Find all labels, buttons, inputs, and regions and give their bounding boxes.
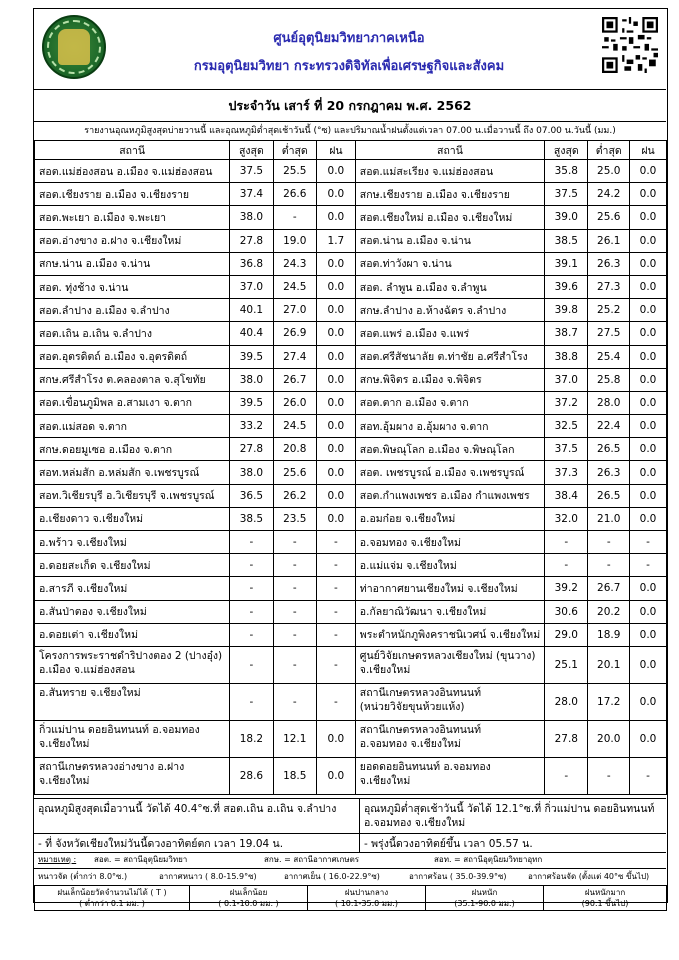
min-temp: 18.9 xyxy=(588,623,630,646)
qr-code-icon[interactable] xyxy=(602,17,658,73)
min-temp: 23.5 xyxy=(273,507,316,530)
table-row xyxy=(35,757,667,794)
table-row xyxy=(35,554,667,577)
rainfall: 0.0 xyxy=(316,275,355,298)
max-temp: 38.5 xyxy=(545,229,588,252)
table-header-row xyxy=(35,141,667,160)
table-row xyxy=(35,322,667,345)
station-name: โครงการพระราชดำริปางตอง 2 (ปางอุ๋ง) อ.เมือง จ.แม่ฮ่องสอน xyxy=(35,646,230,683)
temp-class: อากาศหนาว ( 8.0-15.9°ซ) xyxy=(159,872,257,881)
station-name: สถานีเกษตรหลวงอินทนนท์ (หน่วยวิจัยขุนห้วยแห้ง) xyxy=(355,683,544,720)
table-row xyxy=(35,345,667,368)
min-temp: 25.2 xyxy=(588,299,630,322)
station-name: สอต. ทุ่งช้าง จ.น่าน xyxy=(35,275,230,298)
rainfall: 0.0 xyxy=(629,299,666,322)
table-row xyxy=(35,531,667,554)
station-name: สอต.อ่างขาง อ.ฝาง จ.เชียงใหม่ xyxy=(35,229,230,252)
min-temp: 19.0 xyxy=(273,229,316,252)
legend-sot: สอต. = สถานีอุตุนิยมวิทยา xyxy=(94,855,188,864)
min-temp: - xyxy=(273,683,316,720)
station-name: สอต.ตาก อ.เมือง จ.ตาก xyxy=(355,391,544,414)
max-temp: - xyxy=(230,600,273,623)
col-header-station: สถานี xyxy=(35,141,230,160)
report-description: รายงานอุณหภูมิสูงสุดบ่ายวานนี้ และอุณหภูมิต่ำสุดเช้าวันนี้ (°ซ) และปริมาณน้ำฝนตั้งแต่เวลา 07.00 น.เมื่อวานนี้ ถึง 07.00 น.วันนี้ (มม.) xyxy=(34,122,666,141)
max-temp: 27.8 xyxy=(545,720,588,757)
table-row xyxy=(35,368,667,391)
station-name: สอท.อุ้มผาง อ.อุ้มผาง จ.ตาก xyxy=(355,415,544,438)
table-row xyxy=(35,252,667,275)
max-temp: - xyxy=(230,531,273,554)
station-name: สอต.เชียงราย อ.เมือง จ.เชียงราย xyxy=(35,183,230,206)
station-name: อ.แม่แจ่ม จ.เชียงใหม่ xyxy=(355,554,544,577)
table-row xyxy=(35,160,667,183)
station-name: อ.พร้าว จ.เชียงใหม่ xyxy=(35,531,230,554)
min-temp: 25.8 xyxy=(588,368,630,391)
col-header-station: สถานี xyxy=(355,141,544,160)
rainfall: - xyxy=(316,683,355,720)
station-name: สกษ.น่าน อ.เมือง จ.น่าน xyxy=(35,252,230,275)
rainfall: 0.0 xyxy=(629,577,666,600)
org-title-line2: กรมอุตุนิยมวิทยา กระทรวงดิจิทัลเพื่อเศรษฐกิจและสังคม xyxy=(193,59,505,74)
station-name: อ.กัลยาณิวัฒนา จ.เชียงใหม่ xyxy=(355,600,544,623)
table-row xyxy=(35,299,667,322)
rainfall: - xyxy=(629,757,666,794)
rainfall: 0.0 xyxy=(316,438,355,461)
rainfall: 0.0 xyxy=(629,345,666,368)
max-temp: 36.5 xyxy=(230,484,273,507)
rainfall: 0.0 xyxy=(629,507,666,530)
rainfall: - xyxy=(316,646,355,683)
station-name: สอต.เขื่อนภูมิพล อ.สามเงา จ.ตาก xyxy=(35,391,230,414)
station-name: สอต.ศรีสัชนาลัย ต.ท่าชัย อ.ศรีสำโรง xyxy=(355,345,544,368)
station-name: สอต.แม่สะเรียง จ.แม่ฮ่องสอน xyxy=(355,160,544,183)
rainfall: 0.0 xyxy=(629,275,666,298)
rain-class: ฝนปานกลาง ( 10.1-35.0 มม.) xyxy=(308,886,426,911)
col-header-rain: ฝน xyxy=(629,141,666,160)
max-temp: 38.4 xyxy=(545,484,588,507)
max-temp: - xyxy=(230,554,273,577)
legend-sks: สกษ. = สถานีอากาศเกษตร xyxy=(264,855,360,864)
col-header-max: สูงสุด xyxy=(230,141,273,160)
min-temp: 12.1 xyxy=(273,720,316,757)
station-name: สถานีเกษตรหลวงอ่างขาง อ.ฝาง จ.เชียงใหม่ xyxy=(35,757,230,794)
min-temp: - xyxy=(588,554,630,577)
min-temp: 25.0 xyxy=(588,160,630,183)
min-temp: 18.5 xyxy=(273,757,316,794)
station-name: สอต.ท่าวังผา จ.น่าน xyxy=(355,252,544,275)
max-temp: 25.1 xyxy=(545,646,588,683)
max-temp: 38.5 xyxy=(230,507,273,530)
rainfall: 0.0 xyxy=(629,368,666,391)
max-temp: 32.0 xyxy=(545,507,588,530)
legend-sot-hydro: สอท. = สถานีอุตุนิยมวิทยาอุทก xyxy=(434,855,543,864)
min-temp: - xyxy=(273,600,316,623)
min-temp: - xyxy=(588,531,630,554)
min-temp: - xyxy=(588,757,630,794)
max-temp: 37.0 xyxy=(545,368,588,391)
min-temp: 27.0 xyxy=(273,299,316,322)
rainfall: 0.0 xyxy=(316,368,355,391)
max-temp: 39.0 xyxy=(545,206,588,229)
min-temp-line2: อ.จอมทอง จ.เชียงใหม่ xyxy=(364,817,466,829)
station-name: อ.เชียงดาว จ.เชียงใหม่ xyxy=(35,507,230,530)
max-temp: 39.2 xyxy=(545,577,588,600)
max-temp: 40.4 xyxy=(230,322,273,345)
rainfall: 0.0 xyxy=(629,646,666,683)
station-name: สอต.น่าน อ.เมือง จ.น่าน xyxy=(355,229,544,252)
station-name: ยอดดอยอินทนนท์ อ.จอมทอง จ.เชียงใหม่ xyxy=(355,757,544,794)
rainfall: 0.0 xyxy=(316,322,355,345)
sunrise-text: - พรุ่งนี้ดวงอาทิตย์ขึ้น เวลา 05.57 น. xyxy=(364,838,533,850)
tmd-logo xyxy=(42,15,106,79)
min-temp: 27.4 xyxy=(273,345,316,368)
station-name: พระตำหนักภูพิงคราชนิเวศน์ จ.เชียงใหม่ xyxy=(355,623,544,646)
min-temp: 20.2 xyxy=(588,600,630,623)
min-temp: 26.5 xyxy=(588,484,630,507)
rainfall: 0.0 xyxy=(629,683,666,720)
station-name: อ.จอมทอง จ.เชียงใหม่ xyxy=(355,531,544,554)
rain-classes xyxy=(34,885,667,911)
max-temp: - xyxy=(545,554,588,577)
rainfall: 0.0 xyxy=(316,415,355,438)
min-temp: 17.2 xyxy=(588,683,630,720)
station-name: สถานีเกษตรหลวงอินทนนท์ อ.จอมทอง จ.เชียงใหม่ xyxy=(355,720,544,757)
rainfall: 0.0 xyxy=(629,322,666,345)
table-row xyxy=(35,507,667,530)
min-temp: - xyxy=(273,577,316,600)
min-temp: 25.4 xyxy=(588,345,630,368)
min-temp: 26.5 xyxy=(588,438,630,461)
min-temp: 20.1 xyxy=(588,646,630,683)
max-temp: 37.4 xyxy=(230,183,273,206)
rain-class: ฝนหนัก (35.1-90.0 มม.) xyxy=(426,886,544,911)
min-temp: 26.1 xyxy=(588,229,630,252)
max-temp: 36.8 xyxy=(230,252,273,275)
temp-class: อากาศร้อน ( 35.0-39.9°ซ) xyxy=(409,872,507,881)
table-row xyxy=(35,577,667,600)
min-temp: 24.5 xyxy=(273,415,316,438)
table-row xyxy=(35,646,667,683)
max-temp-summary: อุณหภูมิสูงสุดเมื่อวานนี้ วัดได้ 40.4°ซ.ที่ สอต.เถิน อ.เถิน จ.ลำปาง xyxy=(38,803,337,815)
station-name: สอต.พะเยา อ.เมือง จ.พะเยา xyxy=(35,206,230,229)
min-temp: 24.3 xyxy=(273,252,316,275)
rainfall: 0.0 xyxy=(629,391,666,414)
col-header-max: สูงสุด xyxy=(545,141,588,160)
rainfall: 0.0 xyxy=(316,484,355,507)
org-title-line1: ศูนย์อุตุนิยมวิทยาภาคเหนือ xyxy=(273,31,425,46)
max-temp: 35.8 xyxy=(545,160,588,183)
max-temp: 39.8 xyxy=(545,299,588,322)
rainfall: 0.0 xyxy=(316,391,355,414)
temp-class: อากาศเย็น ( 16.0-22.9°ซ) xyxy=(284,872,380,881)
min-temp: 24.5 xyxy=(273,275,316,298)
rainfall: 0.0 xyxy=(316,461,355,484)
rainfall: 0.0 xyxy=(316,345,355,368)
station-name: สกษ.ลำปาง อ.ห้างฉัตร จ.ลำปาง xyxy=(355,299,544,322)
station-name: อ.สันป่าตอง จ.เชียงใหม่ xyxy=(35,600,230,623)
max-temp: 39.5 xyxy=(230,345,273,368)
rainfall: 0.0 xyxy=(629,183,666,206)
station-name: สอต. ลำพูน อ.เมือง จ.ลำพูน xyxy=(355,275,544,298)
rainfall: 0.0 xyxy=(316,757,355,794)
station-name: สอต.แม่สอด จ.ตาก xyxy=(35,415,230,438)
max-temp: 37.5 xyxy=(230,160,273,183)
rainfall: - xyxy=(629,554,666,577)
legend-label: หมายเหตุ : xyxy=(38,855,77,864)
max-temp: 39.1 xyxy=(545,252,588,275)
max-temp: 27.8 xyxy=(230,438,273,461)
max-temp: 38.0 xyxy=(230,461,273,484)
station-name: สกษ.ศรีสำโรง ต.คลองตาล จ.สุโขทัย xyxy=(35,368,230,391)
min-temp: 26.3 xyxy=(588,461,630,484)
station-name: สกษ.พิจิตร อ.เมือง จ.พิจิตร xyxy=(355,368,544,391)
max-temp: 32.5 xyxy=(545,415,588,438)
min-temp: 25.6 xyxy=(273,461,316,484)
min-temp-summary xyxy=(364,802,662,830)
temperature-classes xyxy=(34,868,666,885)
min-temp: 25.5 xyxy=(273,160,316,183)
station-name: ท่าอากาศยานเชียงใหม่ จ.เชียงใหม่ xyxy=(355,577,544,600)
min-temp: 27.3 xyxy=(588,275,630,298)
station-name: สอต.ลำปาง อ.เมือง จ.ลำปาง xyxy=(35,299,230,322)
table-row xyxy=(35,275,667,298)
table-row xyxy=(35,461,667,484)
station-name: สอต.กำแพงเพชร อ.เมือง กำแพงเพชร xyxy=(355,484,544,507)
station-name: สอต.แม่ฮ่องสอน อ.เมือง จ.แม่ฮ่องสอน xyxy=(35,160,230,183)
sunset-text: - ที่ จังหวัดเชียงใหม่วันนี้ดวงอาทิตย์ตก เวลา 19.04 น. xyxy=(38,838,284,850)
table-row xyxy=(35,415,667,438)
table-row xyxy=(35,623,667,646)
max-temp: - xyxy=(545,531,588,554)
station-name: สอต. เพชรบูรณ์ อ.เมือง จ.เพชรบูรณ์ xyxy=(355,461,544,484)
station-name: สอต.เชียงใหม่ อ.เมือง จ.เชียงใหม่ xyxy=(355,206,544,229)
max-temp: 33.2 xyxy=(230,415,273,438)
max-temp: 39.6 xyxy=(545,275,588,298)
extremes-summary xyxy=(34,798,666,834)
rainfall: 0.0 xyxy=(629,415,666,438)
min-temp: - xyxy=(273,623,316,646)
temp-class: หนาวจัด (ต่ำกว่า 8.0°ซ.) xyxy=(38,872,128,881)
station-name: สอต.เถิน อ.เถิน จ.ลำปาง xyxy=(35,322,230,345)
min-temp: 26.7 xyxy=(588,577,630,600)
table-row xyxy=(35,683,667,720)
max-temp: 38.0 xyxy=(230,206,273,229)
station-name: สอต.แพร่ อ.เมือง จ.แพร่ xyxy=(355,322,544,345)
max-temp: - xyxy=(545,757,588,794)
min-temp: 26.6 xyxy=(273,183,316,206)
rainfall: 1.7 xyxy=(316,229,355,252)
rain-class: ฝนเล็กน้อยวัดจำนวนไม่ได้ ( T ) ( ต่ำกว่า 0.1 มม. ) xyxy=(35,886,190,911)
max-temp: 37.2 xyxy=(545,391,588,414)
max-temp: 27.8 xyxy=(230,229,273,252)
min-temp: 22.4 xyxy=(588,415,630,438)
rainfall: 0.0 xyxy=(629,600,666,623)
max-temp: 29.0 xyxy=(545,623,588,646)
max-temp: 30.6 xyxy=(545,600,588,623)
table-row xyxy=(35,438,667,461)
rainfall: - xyxy=(316,623,355,646)
max-temp: - xyxy=(230,577,273,600)
temp-class: อากาศร้อนจัด (ตั้งแต่ 40°ซ ขึ้นไป) xyxy=(528,872,650,881)
min-temp: 27.5 xyxy=(588,322,630,345)
station-name: สกษ.ดอยมูเซอ อ.เมือง จ.ตาก xyxy=(35,438,230,461)
rainfall: 0.0 xyxy=(629,229,666,252)
station-name: อ.สารภี จ.เชียงใหม่ xyxy=(35,577,230,600)
rainfall: 0.0 xyxy=(629,484,666,507)
rainfall: 0.0 xyxy=(316,206,355,229)
max-temp: 37.5 xyxy=(545,183,588,206)
rainfall: - xyxy=(316,577,355,600)
table-row xyxy=(35,183,667,206)
min-temp: 26.2 xyxy=(273,484,316,507)
station-name: สกษ.เชียงราย อ.เมือง จ.เชียงราย xyxy=(355,183,544,206)
rainfall: 0.0 xyxy=(316,299,355,322)
max-temp: - xyxy=(230,646,273,683)
table-row xyxy=(35,206,667,229)
min-temp: 20.8 xyxy=(273,438,316,461)
min-temp-line1: อุณหภูมิต่ำสุดเช้าวันนี้ วัดได้ 12.1°ซ.ที่ กิ่วแม่ปาน ดอยอินทนนท์ xyxy=(364,803,655,815)
max-temp: 37.5 xyxy=(545,438,588,461)
max-temp: 28.0 xyxy=(545,683,588,720)
report-header xyxy=(34,9,666,90)
sun-times xyxy=(34,832,666,853)
abbreviation-legend xyxy=(34,852,666,867)
rainfall: - xyxy=(316,531,355,554)
station-name: กิ่วแม่ปาน ดอยอินทนนท์ อ.จอมทอง จ.เชียงใหม่ xyxy=(35,720,230,757)
min-temp: 28.0 xyxy=(588,391,630,414)
max-temp: 40.1 xyxy=(230,299,273,322)
rainfall: 0.0 xyxy=(629,461,666,484)
max-temp: - xyxy=(230,683,273,720)
min-temp: 24.2 xyxy=(588,183,630,206)
col-header-min: ต่ำสุด xyxy=(588,141,630,160)
max-temp: 37.0 xyxy=(230,275,273,298)
rainfall: 0.0 xyxy=(629,623,666,646)
station-name: สอท.หล่มสัก อ.หล่มสัก จ.เพชรบูรณ์ xyxy=(35,461,230,484)
rainfall: 0.0 xyxy=(316,507,355,530)
weather-report-sheet xyxy=(33,8,668,908)
rainfall: - xyxy=(316,554,355,577)
table-row xyxy=(35,720,667,757)
min-temp: 20.0 xyxy=(588,720,630,757)
table-row xyxy=(35,391,667,414)
rainfall: 0.0 xyxy=(316,183,355,206)
min-temp: - xyxy=(273,531,316,554)
station-name: อ.ดอยสะเก็ด จ.เชียงใหม่ xyxy=(35,554,230,577)
rainfall: - xyxy=(629,531,666,554)
rainfall: 0.0 xyxy=(629,720,666,757)
min-temp: 21.0 xyxy=(588,507,630,530)
station-name: สอต.พิษณุโลก อ.เมือง จ.พิษณุโลก xyxy=(355,438,544,461)
min-temp: 26.7 xyxy=(273,368,316,391)
max-temp: 39.5 xyxy=(230,391,273,414)
rainfall: 0.0 xyxy=(629,160,666,183)
station-table xyxy=(34,140,667,795)
report-date: ประจำวัน เสาร์ ที่ 20 กรกฎาคม พ.ศ. 2562 xyxy=(34,91,666,122)
max-temp: 37.3 xyxy=(545,461,588,484)
col-header-rain: ฝน xyxy=(316,141,355,160)
max-temp: 18.2 xyxy=(230,720,273,757)
station-name: สอท.วิเชียรบุรี อ.วิเชียรบุรี จ.เพชรบูรณ์ xyxy=(35,484,230,507)
rainfall: 0.0 xyxy=(629,438,666,461)
table-row xyxy=(35,484,667,507)
min-temp: 26.3 xyxy=(588,252,630,275)
max-temp: 38.7 xyxy=(545,322,588,345)
table-row xyxy=(35,229,667,252)
rainfall: 0.0 xyxy=(629,206,666,229)
rainfall: 0.0 xyxy=(629,252,666,275)
station-name: อ.อมก๋อย จ.เชียงใหม่ xyxy=(355,507,544,530)
table-row xyxy=(35,600,667,623)
min-temp: 25.6 xyxy=(588,206,630,229)
max-temp: 38.8 xyxy=(545,345,588,368)
rainfall: - xyxy=(316,600,355,623)
max-temp: 28.6 xyxy=(230,757,273,794)
rainfall: 0.0 xyxy=(316,160,355,183)
station-name: ศูนย์วิจัยเกษตรหลวงเชียงใหม่ (ขุนวาง) จ.เชียงใหม่ xyxy=(355,646,544,683)
station-name: สอต.อุตรดิตถ์ อ.เมือง จ.อุตรดิตถ์ xyxy=(35,345,230,368)
max-temp: - xyxy=(230,623,273,646)
rain-class: ฝนเล็กน้อย ( 0.1-10.0 มม. ) xyxy=(190,886,308,911)
col-header-min: ต่ำสุด xyxy=(273,141,316,160)
station-name: อ.ดอยเต่า จ.เชียงใหม่ xyxy=(35,623,230,646)
min-temp: - xyxy=(273,646,316,683)
max-temp: 38.0 xyxy=(230,368,273,391)
rain-class: ฝนหนักมาก (90.1 ขึ้นไป) xyxy=(544,886,667,911)
min-temp: 26.0 xyxy=(273,391,316,414)
min-temp: - xyxy=(273,206,316,229)
min-temp: 26.9 xyxy=(273,322,316,345)
min-temp: - xyxy=(273,554,316,577)
station-name: อ.สันทราย จ.เชียงใหม่ xyxy=(35,683,230,720)
rainfall: 0.0 xyxy=(316,720,355,757)
rainfall: 0.0 xyxy=(316,252,355,275)
